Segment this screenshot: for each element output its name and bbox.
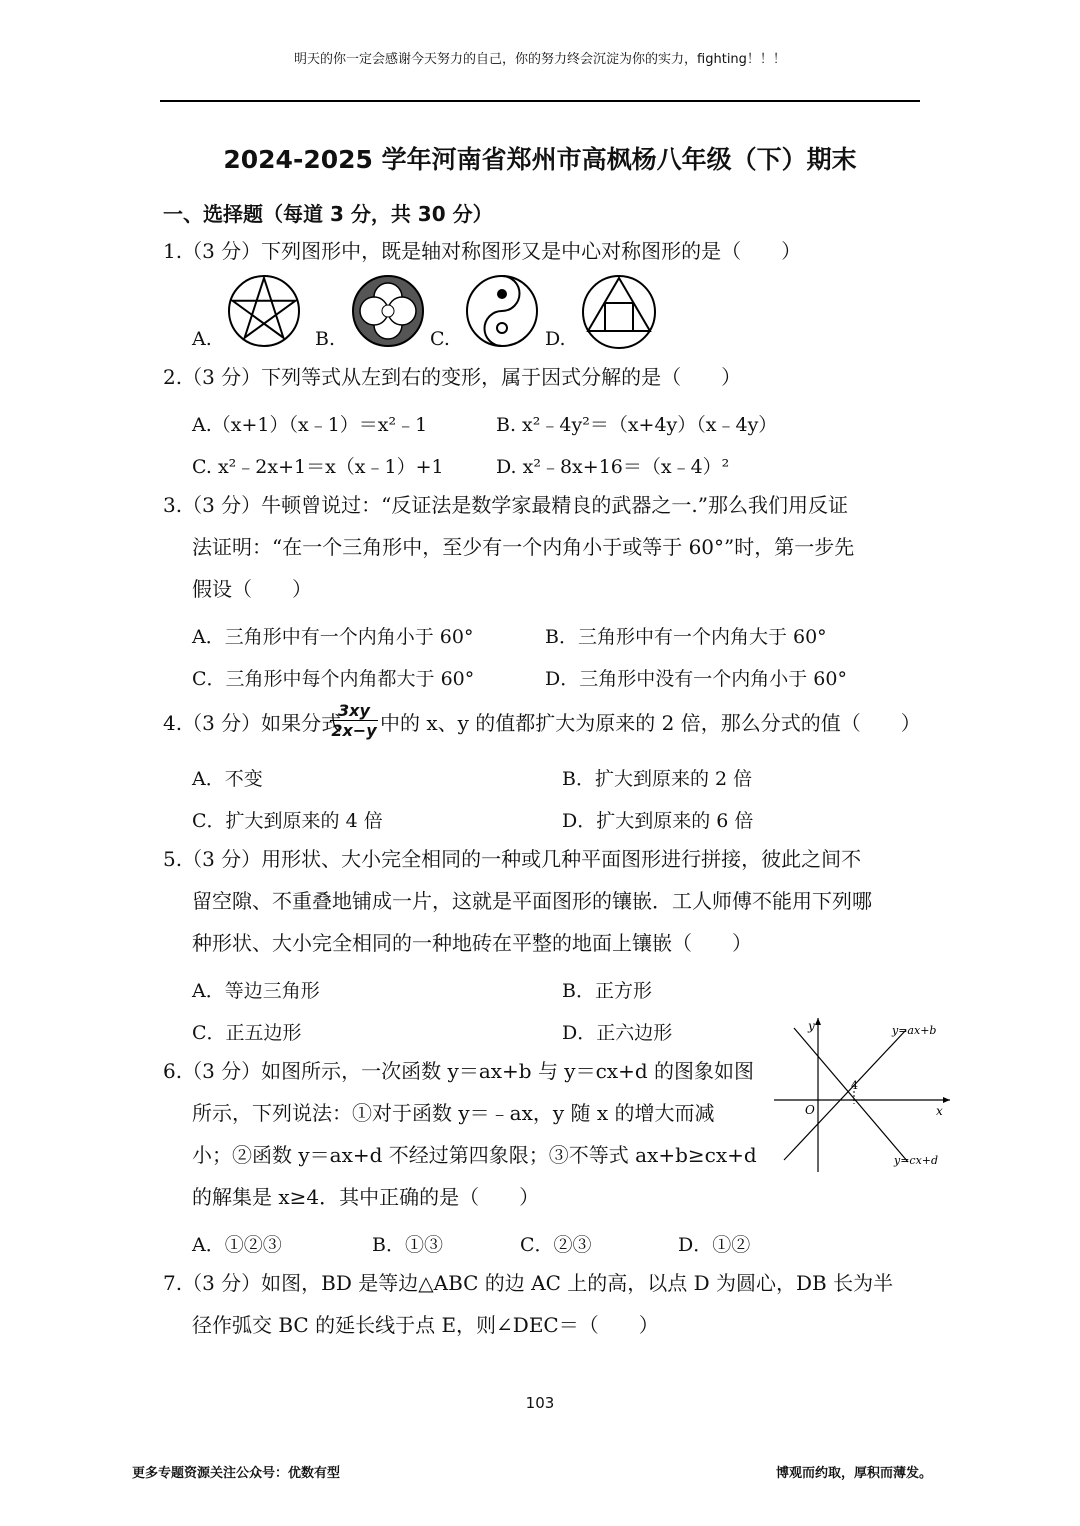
q4-option-a: A．不变: [192, 768, 263, 790]
q4-fraction-numerator: 3xy: [330, 702, 378, 721]
origin-label: O: [805, 1103, 815, 1117]
q6-option-a: A．①②③: [192, 1234, 282, 1256]
q6-option-b: B．①③: [372, 1234, 443, 1256]
q5-option-a: A．等边三角形: [192, 980, 320, 1002]
q2-option-a: A.（x+1）（x﹣1）＝x²﹣1: [192, 414, 428, 436]
footer-left: 更多专题资源关注公众号：优数有型: [132, 1466, 341, 1481]
q6-line-1: 6.（3 分）如图所示，一次函数 y＝ax+b 与 y＝cx+d 的图象如图: [163, 1059, 754, 1083]
x-axis-label: x: [936, 1104, 943, 1118]
q3-line-3: 假设（ ）: [192, 577, 312, 601]
yin-yang-icon: [464, 273, 540, 349]
q6-option-c: C．②③: [520, 1234, 592, 1256]
q7-line-1: 7.（3 分）如图，BD 是等边△ABC 的边 AC 上的高，以点 D 为圆心，DB 长为半: [163, 1271, 894, 1295]
q5-line-2: 留空隙、不重叠地铺成一片，这就是平面图形的镶嵌．工人师傅不能用下列哪: [192, 889, 872, 913]
q5-line-3: 种形状、大小完全相同的一种地砖在平整的地面上镶嵌（ ）: [192, 931, 752, 955]
q4-option-d: D．扩大到原来的 6 倍: [562, 810, 754, 832]
x-axis-arrow-icon: [943, 1097, 950, 1103]
y-axis-label: y: [808, 1019, 815, 1033]
q5-option-c: C．正五边形: [192, 1022, 302, 1044]
q2-option-b: B. x²﹣4y²＝（x+4y）（x﹣4y）: [496, 414, 778, 436]
header-rule: [160, 100, 920, 102]
q4-fraction-denominator: 2x−y: [331, 721, 377, 740]
q2-stem: 2.（3 分）下列等式从左到右的变形，属于因式分解的是（ ）: [163, 365, 742, 389]
q2-option-c: C. x²﹣2x+1＝x（x﹣1）+1: [192, 456, 444, 478]
q1-label-b: B.: [315, 328, 336, 350]
q2-option-d: D. x²﹣8x+16＝（x﹣4）²: [496, 456, 730, 478]
q1-stem: 1.（3 分）下列图形中，既是轴对称图形又是中心对称图形的是（ ）: [163, 239, 802, 263]
q3-option-c: C．三角形中每个内角都大于 60°: [192, 668, 475, 690]
q1-label-c: C.: [430, 328, 450, 350]
pentagram-icon: [226, 273, 302, 349]
q1-label-a: A.: [192, 328, 212, 350]
q3-line-2: 法证明：“在一个三角形中，至少有一个内角小于或等于 60°”时，第一步先: [192, 535, 855, 559]
q4-stem-pre: 4.（3 分）如果分式: [163, 711, 342, 735]
q6-line-3: 小；②函数 y＝ax+d 不经过第四象限；③不等式 ax+b≥cx+d: [192, 1143, 757, 1167]
q6-option-d: D．①②: [678, 1234, 751, 1256]
q1-label-d: D.: [545, 328, 566, 350]
four-petal-flower-icon: [350, 273, 426, 349]
square-triangle-circle-icon: [580, 273, 658, 351]
q4-fraction: [330, 702, 378, 741]
page-title: 2024-2025 学年河南省郑州市高枫杨八年级（下）期末: [223, 145, 857, 174]
q5-option-b: B．正方形: [562, 980, 652, 1002]
line2-label: y=cx+d: [894, 1154, 939, 1167]
tick-4-label: 4: [851, 1079, 858, 1092]
q5-option-d: D．正六边形: [562, 1022, 673, 1044]
page-number: 103: [525, 1394, 555, 1412]
q7-line-2: 径作弧交 BC 的延长线于点 E，则∠DEC＝（ ）: [192, 1313, 659, 1337]
line-cx-plus-d: [794, 1028, 908, 1162]
line1-label: y=ax+b: [892, 1024, 937, 1037]
footer-right: 博观而约取，厚积而薄发。: [776, 1466, 933, 1481]
q3-option-d: D．三角形中没有一个内角小于 60°: [545, 668, 847, 690]
section-heading: 一、选择题（每道 3 分，共 30 分）: [163, 202, 493, 226]
header-motto: 明天的你一定会感谢今天努力的自己，你的努力终会沉淀为你的实力，fighting！！！: [294, 52, 786, 67]
q3-option-a: A．三角形中有一个内角小于 60°: [192, 626, 474, 648]
q3-option-b: B．三角形中有一个内角大于 60°: [545, 626, 827, 648]
q4-stem-post: 中的 x、y 的值都扩大为原来的 2 倍，那么分式的值（ ）: [380, 711, 921, 735]
line-ax-plus-b: [784, 1030, 906, 1160]
y-axis-arrow-icon: [815, 1018, 821, 1025]
q4-option-c: C．扩大到原来的 4 倍: [192, 810, 383, 832]
q6-line-2: 所示，下列说法：①对于函数 y＝﹣ax，y 随 x 的增大而减: [192, 1101, 715, 1125]
q3-line-1: 3.（3 分）牛顿曾说过：“反证法是数学家最精良的武器之一.”那么我们用反证: [163, 493, 848, 517]
q4-option-b: B．扩大到原来的 2 倍: [562, 768, 753, 790]
q5-line-1: 5.（3 分）用形状、大小完全相同的一种或几种平面图形进行拼接，彼此之间不: [163, 847, 862, 871]
q6-line-4: 的解集是 x≥4．其中正确的是（ ）: [192, 1185, 540, 1209]
q6-function-graph: [766, 1012, 956, 1177]
